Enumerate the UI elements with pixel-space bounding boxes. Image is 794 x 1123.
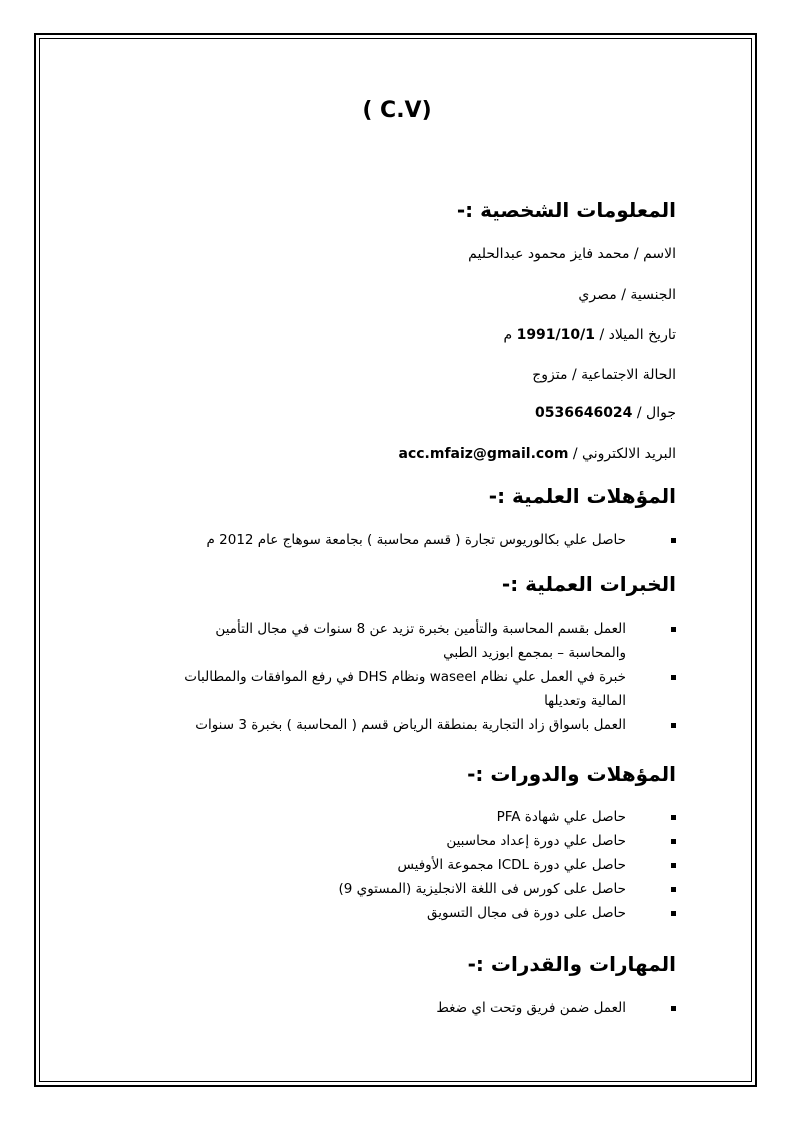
name-line: الاسم / محمد فايز محمود عبدالحليم — [468, 246, 676, 262]
email-label: البريد الالكتروني / — [568, 446, 676, 462]
skills-heading: المهارات والقدرات :- — [467, 952, 676, 976]
list-item: حاصل على كورس فى اللغة الانجليزية (المستوي 9) — [156, 877, 676, 901]
mobile-value: 0536646024 — [535, 405, 633, 421]
list-item: حاصل علي دورة إعداد محاسبين — [156, 829, 676, 853]
mobile-line — [535, 405, 676, 421]
experience-heading: الخبرات العملية :- — [501, 572, 676, 596]
list-item: العمل بقسم المحاسبة والتأمين بخبرة تزيد عن 8 سنوات في مجال التأمين والمحاسبة – بمجمع ابوزيد الطبي — [156, 617, 676, 665]
birthdate-suffix: م — [503, 327, 517, 343]
mobile-label: جوال / — [632, 405, 676, 421]
birthdate-line — [503, 327, 676, 343]
nationality-line: الجنسية / مصري — [578, 287, 676, 303]
email-line — [399, 446, 677, 462]
skills-list — [156, 996, 676, 1020]
email-value: acc.mfaiz@gmail.com — [398, 446, 569, 462]
list-item: العمل ضمن فريق وتحت اي ضغط — [156, 996, 676, 1020]
list-item: العمل باسواق زاد التجارية بمنطقة الرياض قسم ( المحاسبة ) بخبرة 3 سنوات — [156, 713, 676, 737]
list-item: خبرة في العمل علي نظام waseel ونظام DHS في رفع الموافقات والمطالبات المالية وتعديلها — [156, 665, 676, 713]
list-item: حاصل علي دورة ICDL مجموعة الأوفيس — [156, 853, 676, 877]
courses-list — [156, 805, 676, 925]
list-item: حاصل علي بكالوريوس تجارة ( قسم محاسبة ) بجامعة سوهاج عام 2012 م — [156, 528, 676, 552]
page-title: ( C.V) — [362, 98, 432, 123]
qualifications-heading: المؤهلات العلمية :- — [488, 484, 676, 508]
experience-list — [156, 617, 676, 737]
courses-heading: المؤهلات والدورات :- — [467, 762, 676, 786]
page-border-inner — [39, 38, 752, 1082]
marital-status-line: الحالة الاجتماعية / متزوج — [532, 367, 676, 383]
personal-info-heading: المعلومات الشخصية :- — [456, 198, 676, 222]
birthdate-value: 1991/10/1 — [516, 327, 595, 343]
list-item: حاصل علي شهادة PFA — [156, 805, 676, 829]
birthdate-label: تاريخ الميلاد / — [595, 327, 676, 343]
list-item: حاصل على دورة فى مجال التسويق — [156, 901, 676, 925]
qualifications-list — [156, 528, 676, 552]
